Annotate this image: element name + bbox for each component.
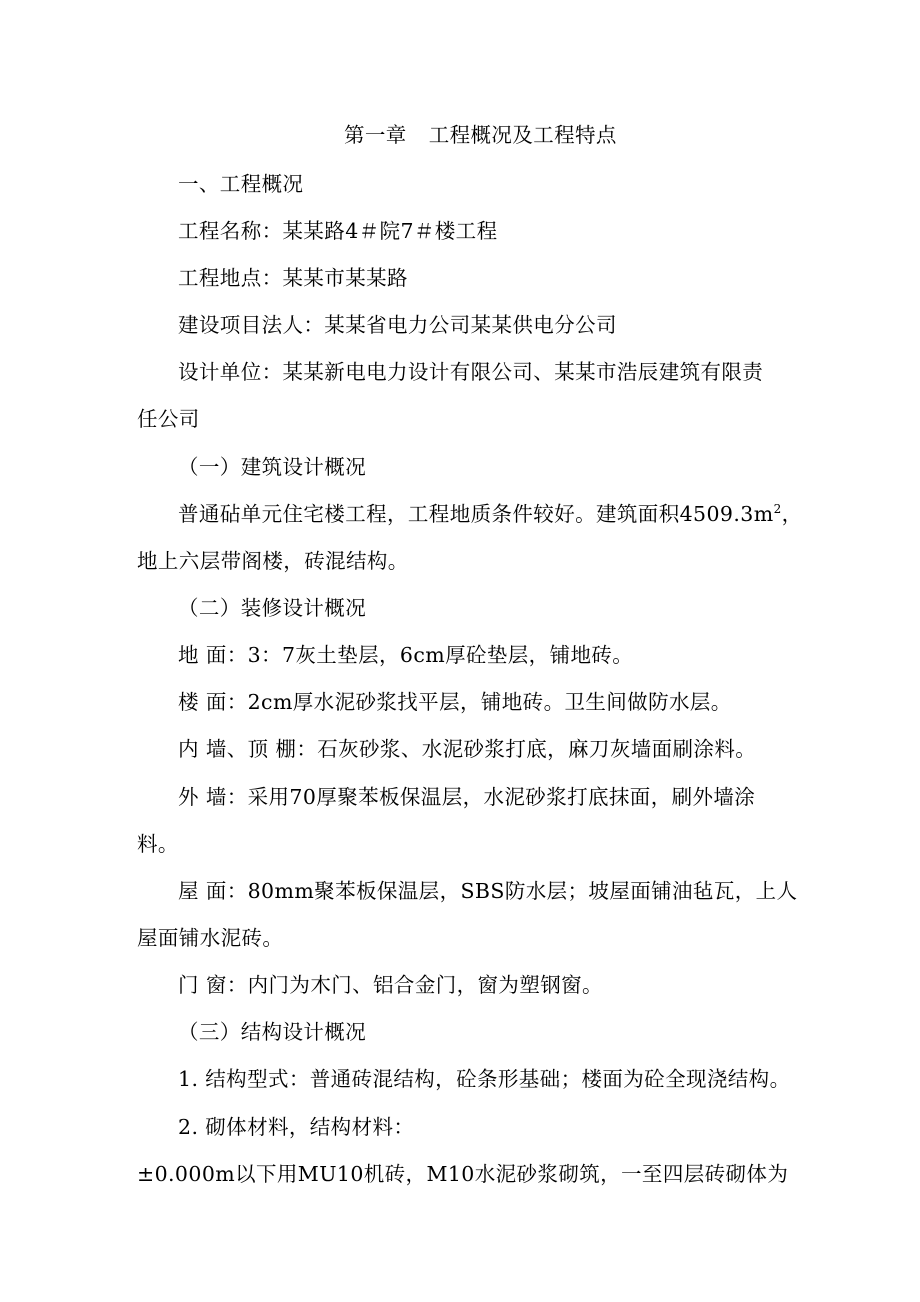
decoration-exterior-wall-line-1: 外 墙：采用70厚聚苯板保温层，水泥砂浆打底抹面，刷外墙涂 (178, 785, 756, 809)
architecture-paragraph-line-1 (178, 500, 803, 528)
area-text: 普通砧单元住宅楼工程，工程地质条件较好。建筑面积4509.3m (178, 502, 774, 526)
chapter-number: 第一章 (344, 123, 407, 147)
project-location: 工程地点：某某市某某路 (178, 266, 408, 290)
structure-masonry-line-1: ±0.000m以下用MU10机砖，M10水泥砂浆砌筑，一至四层砖砌体为 (137, 1162, 789, 1186)
architecture-paragraph-line-2: 地上六层带阁楼，砖混结构。 (137, 549, 409, 573)
project-legal-person: 建设项目法人：某某省电力公司某某供电分公司 (178, 313, 617, 337)
decoration-ground: 地 面：3：7灰土垫层，6cm厚砼垫层，铺地砖。 (178, 643, 634, 667)
chapter-title (344, 121, 617, 149)
area-text-end: ， (781, 502, 803, 526)
subsection-heading-structure: （三）结构设计概况 (178, 1020, 367, 1044)
decoration-roof-line-2: 屋面铺水泥砖。 (137, 926, 284, 950)
design-unit-line-1: 设计单位：某某新电电力设计有限公司、某某市浩辰建筑有限责 (178, 360, 764, 384)
subsection-heading-architecture: （一）建筑设计概况 (178, 455, 367, 479)
subsection-heading-decoration: （二）装修设计概况 (178, 596, 367, 620)
decoration-floor: 楼 面：2cm厚水泥砂浆找平层，铺地砖。卫生间做防水层。 (178, 690, 732, 714)
chapter-heading: 工程概况及工程特点 (428, 123, 617, 147)
project-name: 工程名称：某某路4＃院7＃楼工程 (178, 219, 498, 243)
design-unit-line-2: 任公司 (137, 407, 200, 431)
structure-item-2: 2. 砌体材料，结构材料： (178, 1115, 415, 1139)
decoration-roof-line-1: 屋 面：80mm聚苯板保温层，SBS防水层；坡屋面铺油毡瓦，上人 (178, 879, 798, 903)
structure-item-1: 1. 结构型式：普通砖混结构，砼条形基础；楼面为砼全现浇结构。 (178, 1067, 791, 1091)
decoration-interior-wall: 内 墙、顶 棚：石灰砂浆、水泥砂浆打底，麻刀灰墙面刷涂料。 (178, 737, 757, 761)
area-unit-superscript: 2 (773, 502, 782, 516)
decoration-doors-windows: 门 窗：内门为木门、铝合金门，窗为塑钢窗。 (178, 973, 603, 997)
section-heading-overview: 一、工程概况 (178, 172, 304, 196)
decoration-exterior-wall-line-2: 料。 (137, 832, 179, 856)
